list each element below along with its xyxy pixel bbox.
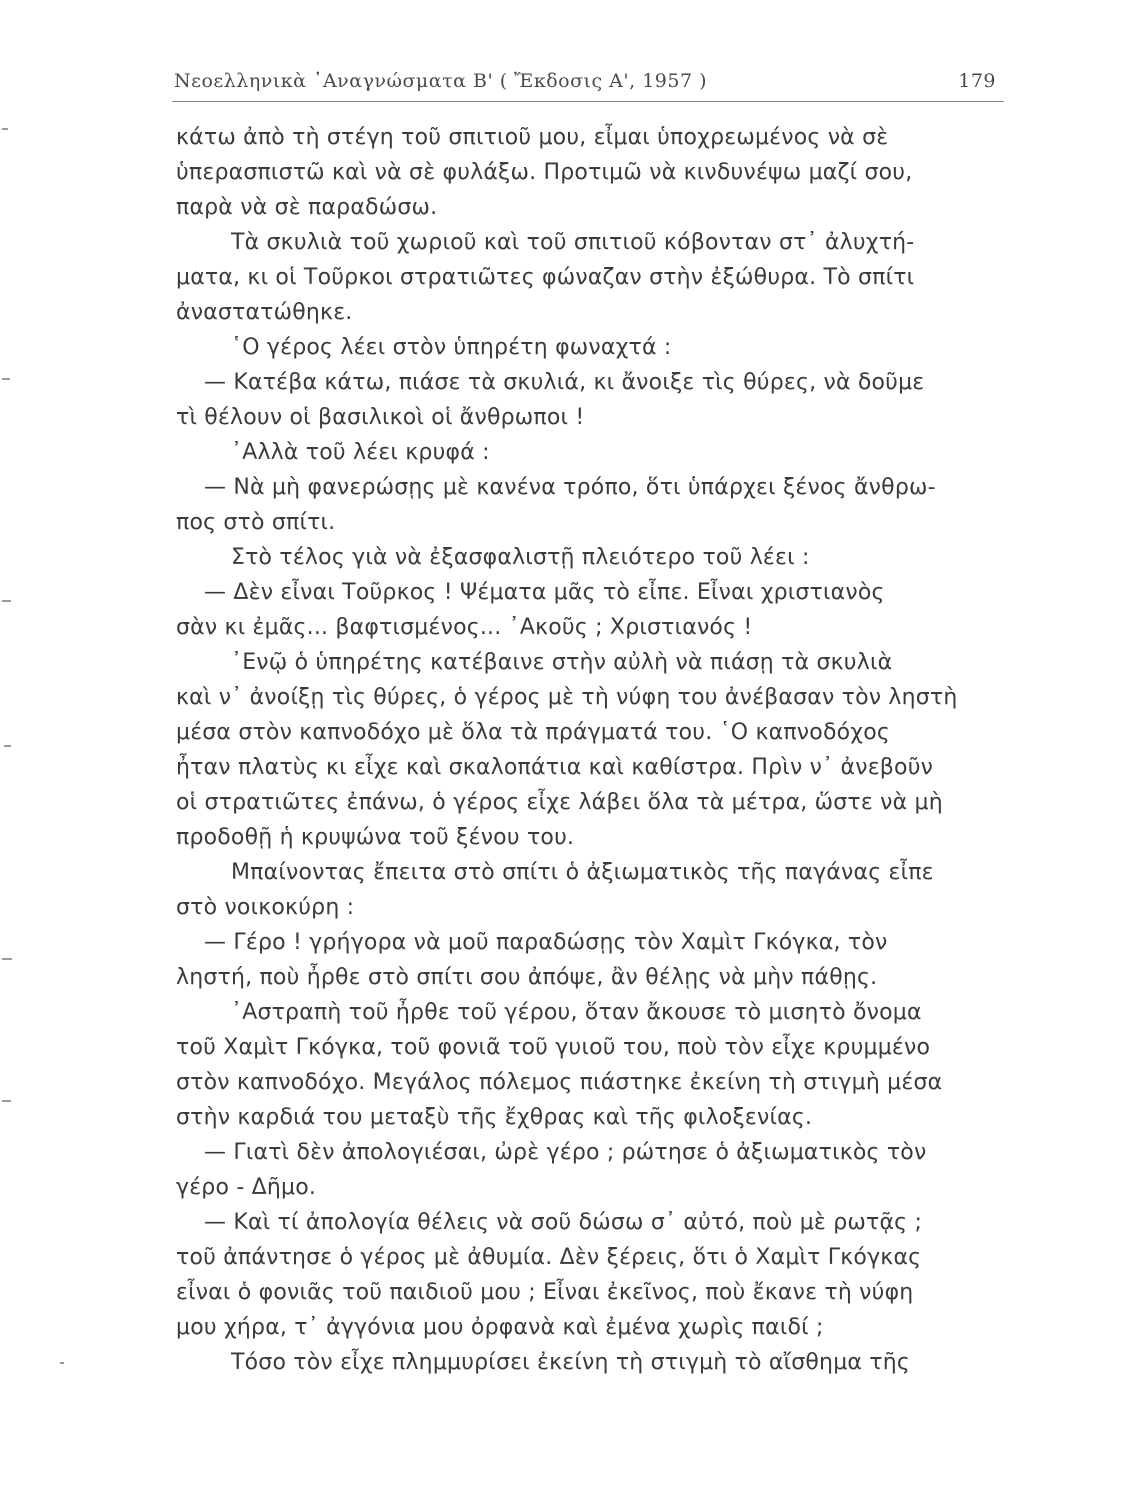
header-rule [172, 101, 1004, 102]
page-number: 179 [958, 70, 996, 92]
text-line: Τόσο τὸν εἶχε πλημμυρίσει ἐκείνη τὴ στιγμὴ τὸ αἴσθημα τῆς [231, 1350, 910, 1375]
text-line: — Νὰ μὴ φανερώσῃς μὲ κανένα τρόπο, ὅτι ὑπάρχει ξένος ἄνθρω- [204, 475, 936, 500]
text-line: πος στὸ σπίτι. [176, 510, 336, 535]
header-title: Νεοελληνικὰ ᾽Αναγνώσματα Β' ( Ἔκδοσις Α', 1957 ) [174, 70, 708, 92]
text-line: ἀναστατώθηκε. [176, 300, 353, 325]
scan-speck [2, 958, 12, 960]
text-line: κάτω ἀπὸ τὴ στέγη τοῦ σπιτιοῦ μου, εἶμαι ὑποχρεωμένος νὰ σὲ [176, 125, 889, 150]
text-line: ᾽Αλλὰ τοῦ λέει κρυφά : [231, 440, 490, 465]
text-line: στὸν καπνοδόχο. Μεγάλος πόλεμος πιάστηκε ἐκείνη τὴ στιγμὴ μέσα [176, 1070, 943, 1095]
text-line: — Γέρο ! γρήγορα νὰ μοῦ παραδώσῃς τὸν Χαμὶτ Γκόγκα, τὸν [204, 930, 888, 955]
text-line: μέσα στὸν καπνοδόχο μὲ ὅλα τὰ πράγματά του. ῾Ο καπνοδόχος [176, 720, 890, 745]
text-line: οἱ στρατιῶτες ἐπάνω, ὁ γέρος εἶχε λάβει ὅλα τὰ μέτρα, ὥστε νὰ μὴ [176, 790, 943, 815]
text-line: ἦταν πλατὺς κι εἶχε καὶ σκαλοπάτια καὶ καθίστρα. Πρὶν ν᾽ ἀνεβοῦν [176, 755, 934, 780]
text-line: στὸ νοικοκύρη : [176, 895, 355, 920]
scan-speck [2, 128, 8, 130]
text-line: καὶ ν᾽ ἀνοίξῃ τὶς θύρες, ὁ γέρος μὲ τὴ νύφη του ἀνέβασαν τὸν ληστὴ [176, 685, 958, 710]
text-line: μου χήρα, τ᾽ ἀγγόνια μου ὀρφανὰ καὶ ἐμένα χωρὶς παιδί ; [176, 1315, 824, 1340]
running-header [174, 66, 1004, 100]
text-line: ὑπερασπιστῶ καὶ νὰ σὲ φυλάξω. Προτιμῶ νὰ κινδυνέψω μαζί σου, [176, 160, 913, 185]
scan-speck [2, 1100, 11, 1102]
text-line: ματα, κι οἱ Τοῦρκοι στρατιῶτες φώναζαν στὴν ἐξώθυρα. Τὸ σπίτι [176, 265, 915, 290]
text-line: γέρο - Δῆμο. [176, 1175, 317, 1200]
text-line: ληστή, ποὺ ἦρθε στὸ σπίτι σου ἀπόψε, ἂν θέλῃς νὰ μὴν πάθῃς. [176, 965, 878, 990]
scan-speck [60, 1362, 64, 1364]
scan-speck [2, 600, 11, 602]
text-line: σὰν κι ἐμᾶς... βαφτισμένος... ᾽Ακοῦς ; Χριστιανός ! [176, 615, 753, 640]
text-line: Τὰ σκυλιὰ τοῦ χωριοῦ καὶ τοῦ σπιτιοῦ κόβονταν στ᾽ ἀλυχτή- [231, 230, 915, 255]
text-line: στὴν καρδιά του μεταξὺ τῆς ἔχθρας καὶ τῆς φιλοξενίας. [176, 1105, 813, 1130]
text-line: προδοθῇ ἡ κρυψώνα τοῦ ξένου του. [176, 825, 575, 850]
text-line: εἶναι ὁ φονιᾶς τοῦ παιδιοῦ μου ; Εἶναι ἐκεῖνος, ποὺ ἔκανε τὴ νύφη [176, 1280, 914, 1305]
text-line: τοῦ Χαμὶτ Γκόγκα, τοῦ φονιᾶ τοῦ γυιοῦ του, ποὺ τὸν εἶχε κρυμμένο [176, 1035, 931, 1060]
text-line: τὶ θέλουν οἱ βασιλικοὶ οἱ ἄνθρωποι ! [176, 405, 585, 430]
text-line: ᾽Αστραπὴ τοῦ ἦρθε τοῦ γέρου, ὅταν ἄκουσε τὸ μισητὸ ὄνομα [231, 1000, 922, 1025]
text-line: τοῦ ἀπάντησε ὁ γέρος μὲ ἀθυμία. Δὲν ξέρεις, ὅτι ὁ Χαμὶτ Γκόγκας [176, 1245, 922, 1270]
scan-speck [2, 378, 10, 380]
text-line: ῾Ο γέρος λέει στὸν ὑπηρέτη φωναχτά : [231, 335, 672, 360]
text-line: παρὰ νὰ σὲ παραδώσω. [176, 195, 438, 220]
text-line: — Γιατὶ δὲν ἀπολογιέσαι, ὠρὲ γέρο ; ρώτησε ὁ ἀξιωματικὸς τὸν [204, 1140, 927, 1165]
text-line: — Καὶ τί ἀπολογία θέλεις νὰ σοῦ δώσω σ᾽ αὐτό, ποὺ μὲ ρωτᾷς ; [204, 1210, 923, 1235]
scan-speck [4, 745, 11, 747]
text-line: — Κατέβα κάτω, πιάσε τὰ σκυλιά, κι ἄνοιξε τὶς θύρες, νὰ δοῦμε [204, 370, 925, 395]
text-line: Μπαίνοντας ἔπειτα στὸ σπίτι ὁ ἀξιωματικὸς τῆς παγάνας εἶπε [231, 860, 934, 885]
text-line: Στὸ τέλος γιὰ νὰ ἐξασφαλιστῇ πλειότερο τοῦ λέει : [231, 545, 810, 570]
text-line: ᾽Ενῷ ὁ ὑπηρέτης κατέβαινε στὴν αὐλὴ νὰ πιάσῃ τὰ σκυλιὰ [231, 650, 893, 675]
text-line: — Δὲν εἶναι Τοῦρκος ! Ψέματα μᾶς τὸ εἶπε. Εἶναι χριστιανὸς [204, 580, 885, 605]
